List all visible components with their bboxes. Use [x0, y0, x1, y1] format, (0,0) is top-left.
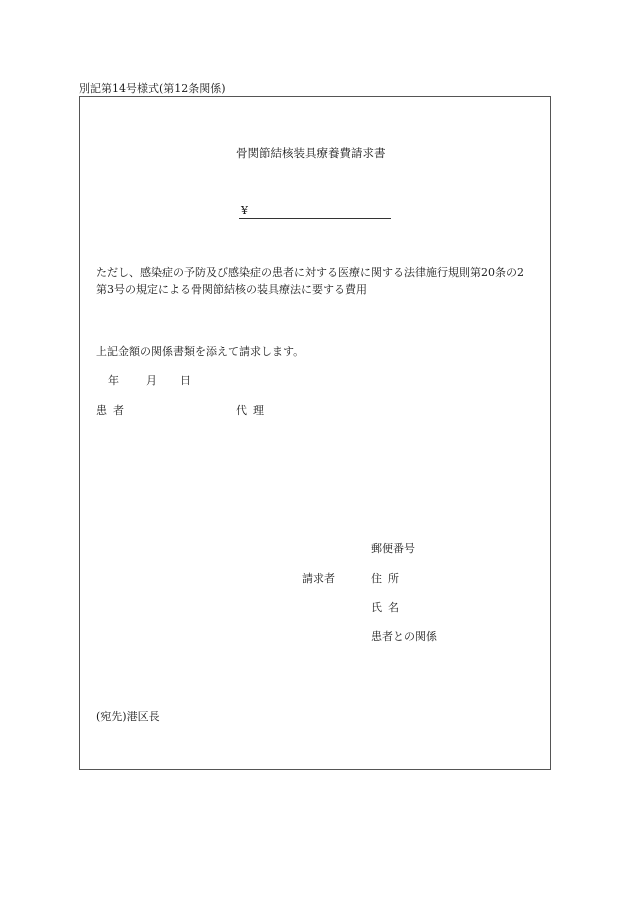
date-day-label: 日 — [180, 374, 191, 387]
date-month-label: 月 — [146, 374, 157, 387]
claim-statement: 上記金額の関係書類を添えて請求します。 — [96, 345, 305, 358]
postal-code-label: 郵便番号 — [371, 542, 415, 555]
document-title: 骨関節結核装具療養費請求書 — [236, 146, 386, 160]
relation-label: 患者との関係 — [371, 630, 437, 643]
form-number-label: 別記第14号様式(第12条関係) — [79, 82, 226, 95]
amount-field[interactable] — [239, 204, 391, 219]
description-line-1: ただし、感染症の予防及び感染症の患者に対する医療に関する法律施行規則第20条の2 — [96, 266, 524, 279]
addressee: (宛先)港区長 — [96, 710, 160, 723]
name-label: 氏名 — [371, 601, 405, 614]
description-line-2: 第3号の規定による骨関節結核の装具療法に要する費用 — [96, 283, 367, 296]
address-label: 住所 — [371, 572, 405, 585]
form-frame — [79, 96, 551, 770]
date-year-label: 年 — [108, 374, 119, 387]
cost-description — [96, 264, 546, 298]
claimant-label: 請求者 — [302, 572, 335, 585]
yen-sign: ¥ — [241, 204, 248, 217]
agent-label: 代理 — [236, 404, 270, 417]
patient-label: 患者 — [96, 404, 130, 417]
